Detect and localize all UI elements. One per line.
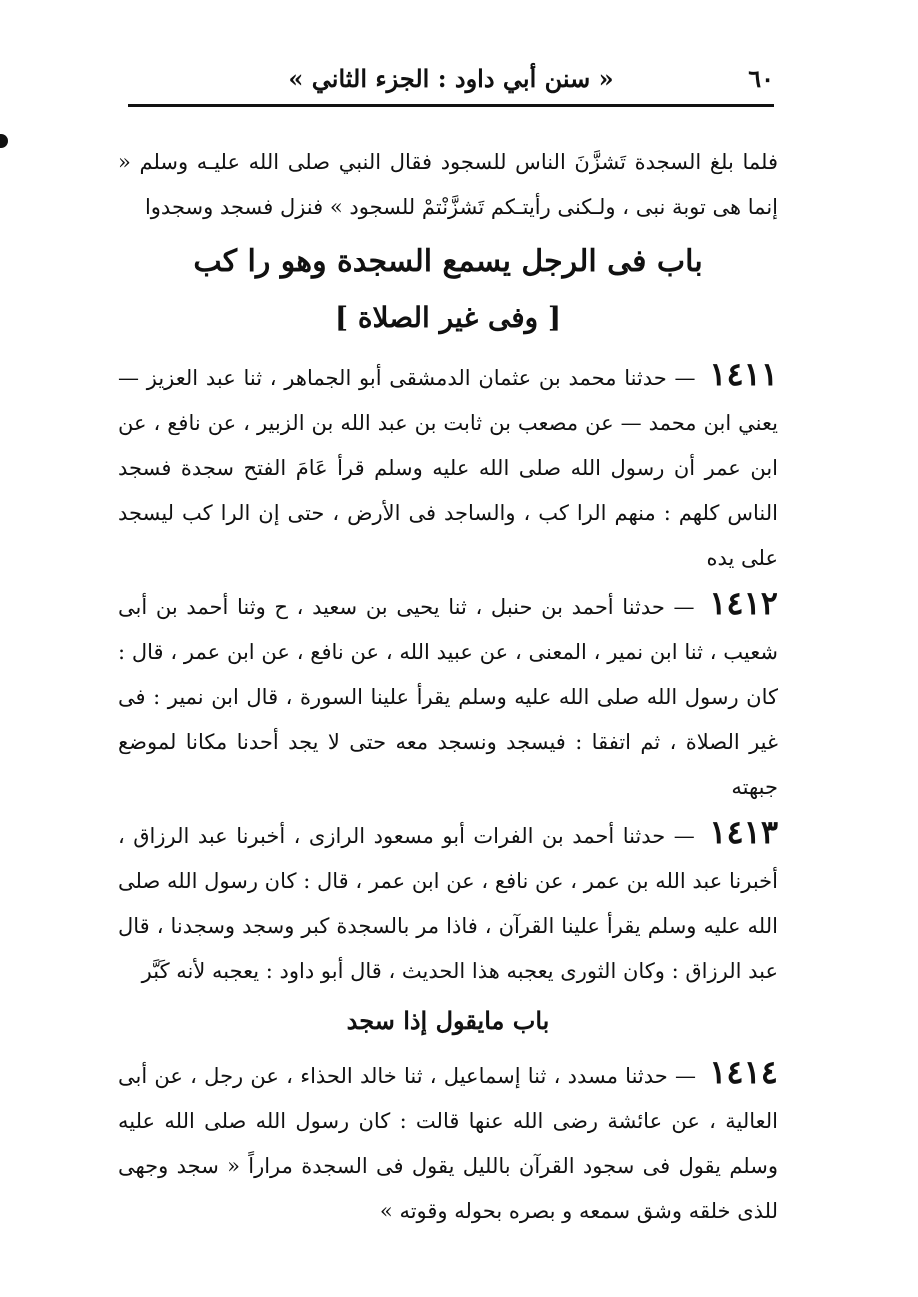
chapter-subtitle-1: [ وفى غير الصلاة ] bbox=[334, 301, 562, 334]
hadith-text: — حدثنا أحمد بن حنبل ، ثنا يحيى بن سعيد ، ح وثنا أحمد بن أبى شعيب ، ثنا ابن نمير ، المعنى ، عن عبيد الله ، عن نافع ، عن ابن عمر ، قال : كان رسول الله صلى الله عليه وسلم يقرأ علينا السورة ، قال ابن نمير : فى غير الصلاة ، ثم اتفقا : فيسجد ونسجد معه حتى لا يجد أحدنا مكانا لموضع جبهته bbox=[118, 595, 778, 799]
hadith-1411 bbox=[118, 352, 778, 581]
running-title: « سنن أبي داود : الجزء الثاني » bbox=[288, 64, 614, 93]
hadith-number: ١٤١٢ bbox=[709, 584, 778, 622]
hadith-number: ١٤١١ bbox=[709, 355, 778, 393]
hadith-number: ١٤١٤ bbox=[709, 1053, 778, 1091]
hadith-text: — حدثنا أحمد بن الفرات أبو مسعود الرازى ، أخبرنا عبد الرزاق ، أخبرنا عبد الله بن عمر ، عن نافع ، عن ابن عمر ، قال : كان رسول الله صلى الله عليه وسلم يقرأ علينا القرآن ، فاذا مر بالسجدة كبر وسجد وسجدنا ، قال عبد الرزاق : وكان الثورى يعجبه هذا الحديث ، قال أبو داود : يعجبه لأنه كَبَّر bbox=[118, 824, 778, 983]
margin-ink-mark bbox=[0, 134, 8, 148]
intro-paragraph: فلما بلغ السجدة تَشزَّنَ الناس للسجود فقال النبي صلى الله عليـه وسلم « إنما هى توبة نبى ، ولـكنى رأيتـكم تَشزَّنْتمْ للسجود » فنزل فسجد وسجدوا bbox=[118, 150, 778, 219]
chapter-title-1: باب فى الرجل يسمع السجدة وهو را كب bbox=[193, 244, 703, 279]
hadith-number: ١٤١٣ bbox=[709, 813, 778, 851]
page-body bbox=[118, 140, 778, 1234]
page-number: ٦٠ bbox=[748, 64, 774, 93]
chapter-title-2: باب مايقول إذا سجد bbox=[346, 1006, 550, 1035]
hadith-text: — حدثنا مسدد ، ثنا إسماعيل ، ثنا خالد الحذاء ، عن رجل ، عن أبى العالية ، عن عائشة رضى الله عنها قالت : كان رسول الله صلى الله عليه وسلم يقول فى سجود القرآن بالليل يقول فى السجدة مراراً « سجد وجهى للذى خلقه وشق سمعه و بصره بحوله وقوته » bbox=[118, 1064, 778, 1223]
hadith-1414 bbox=[118, 1050, 778, 1234]
hadith-text: — حدثنا محمد بن عثمان الدمشقى أبو الجماهر ، ثنا عبد العزيز — يعني ابن محمد — عن مصعب بن ثابت بن عبد الله بن الزبير ، عن نافع ، عن ابن عمر أن رسول الله صلى الله عليه وسلم قرأ عَامَ الفتح سجدة فسجد الناس كلهم : منهم الرا كب ، والساجد فى الأرض ، حتى إن الرا كب ليسجد على يده bbox=[118, 366, 778, 570]
hadith-1412 bbox=[118, 581, 778, 810]
page-header bbox=[128, 60, 774, 100]
header-rule bbox=[128, 104, 774, 107]
hadith-1413 bbox=[118, 810, 778, 994]
